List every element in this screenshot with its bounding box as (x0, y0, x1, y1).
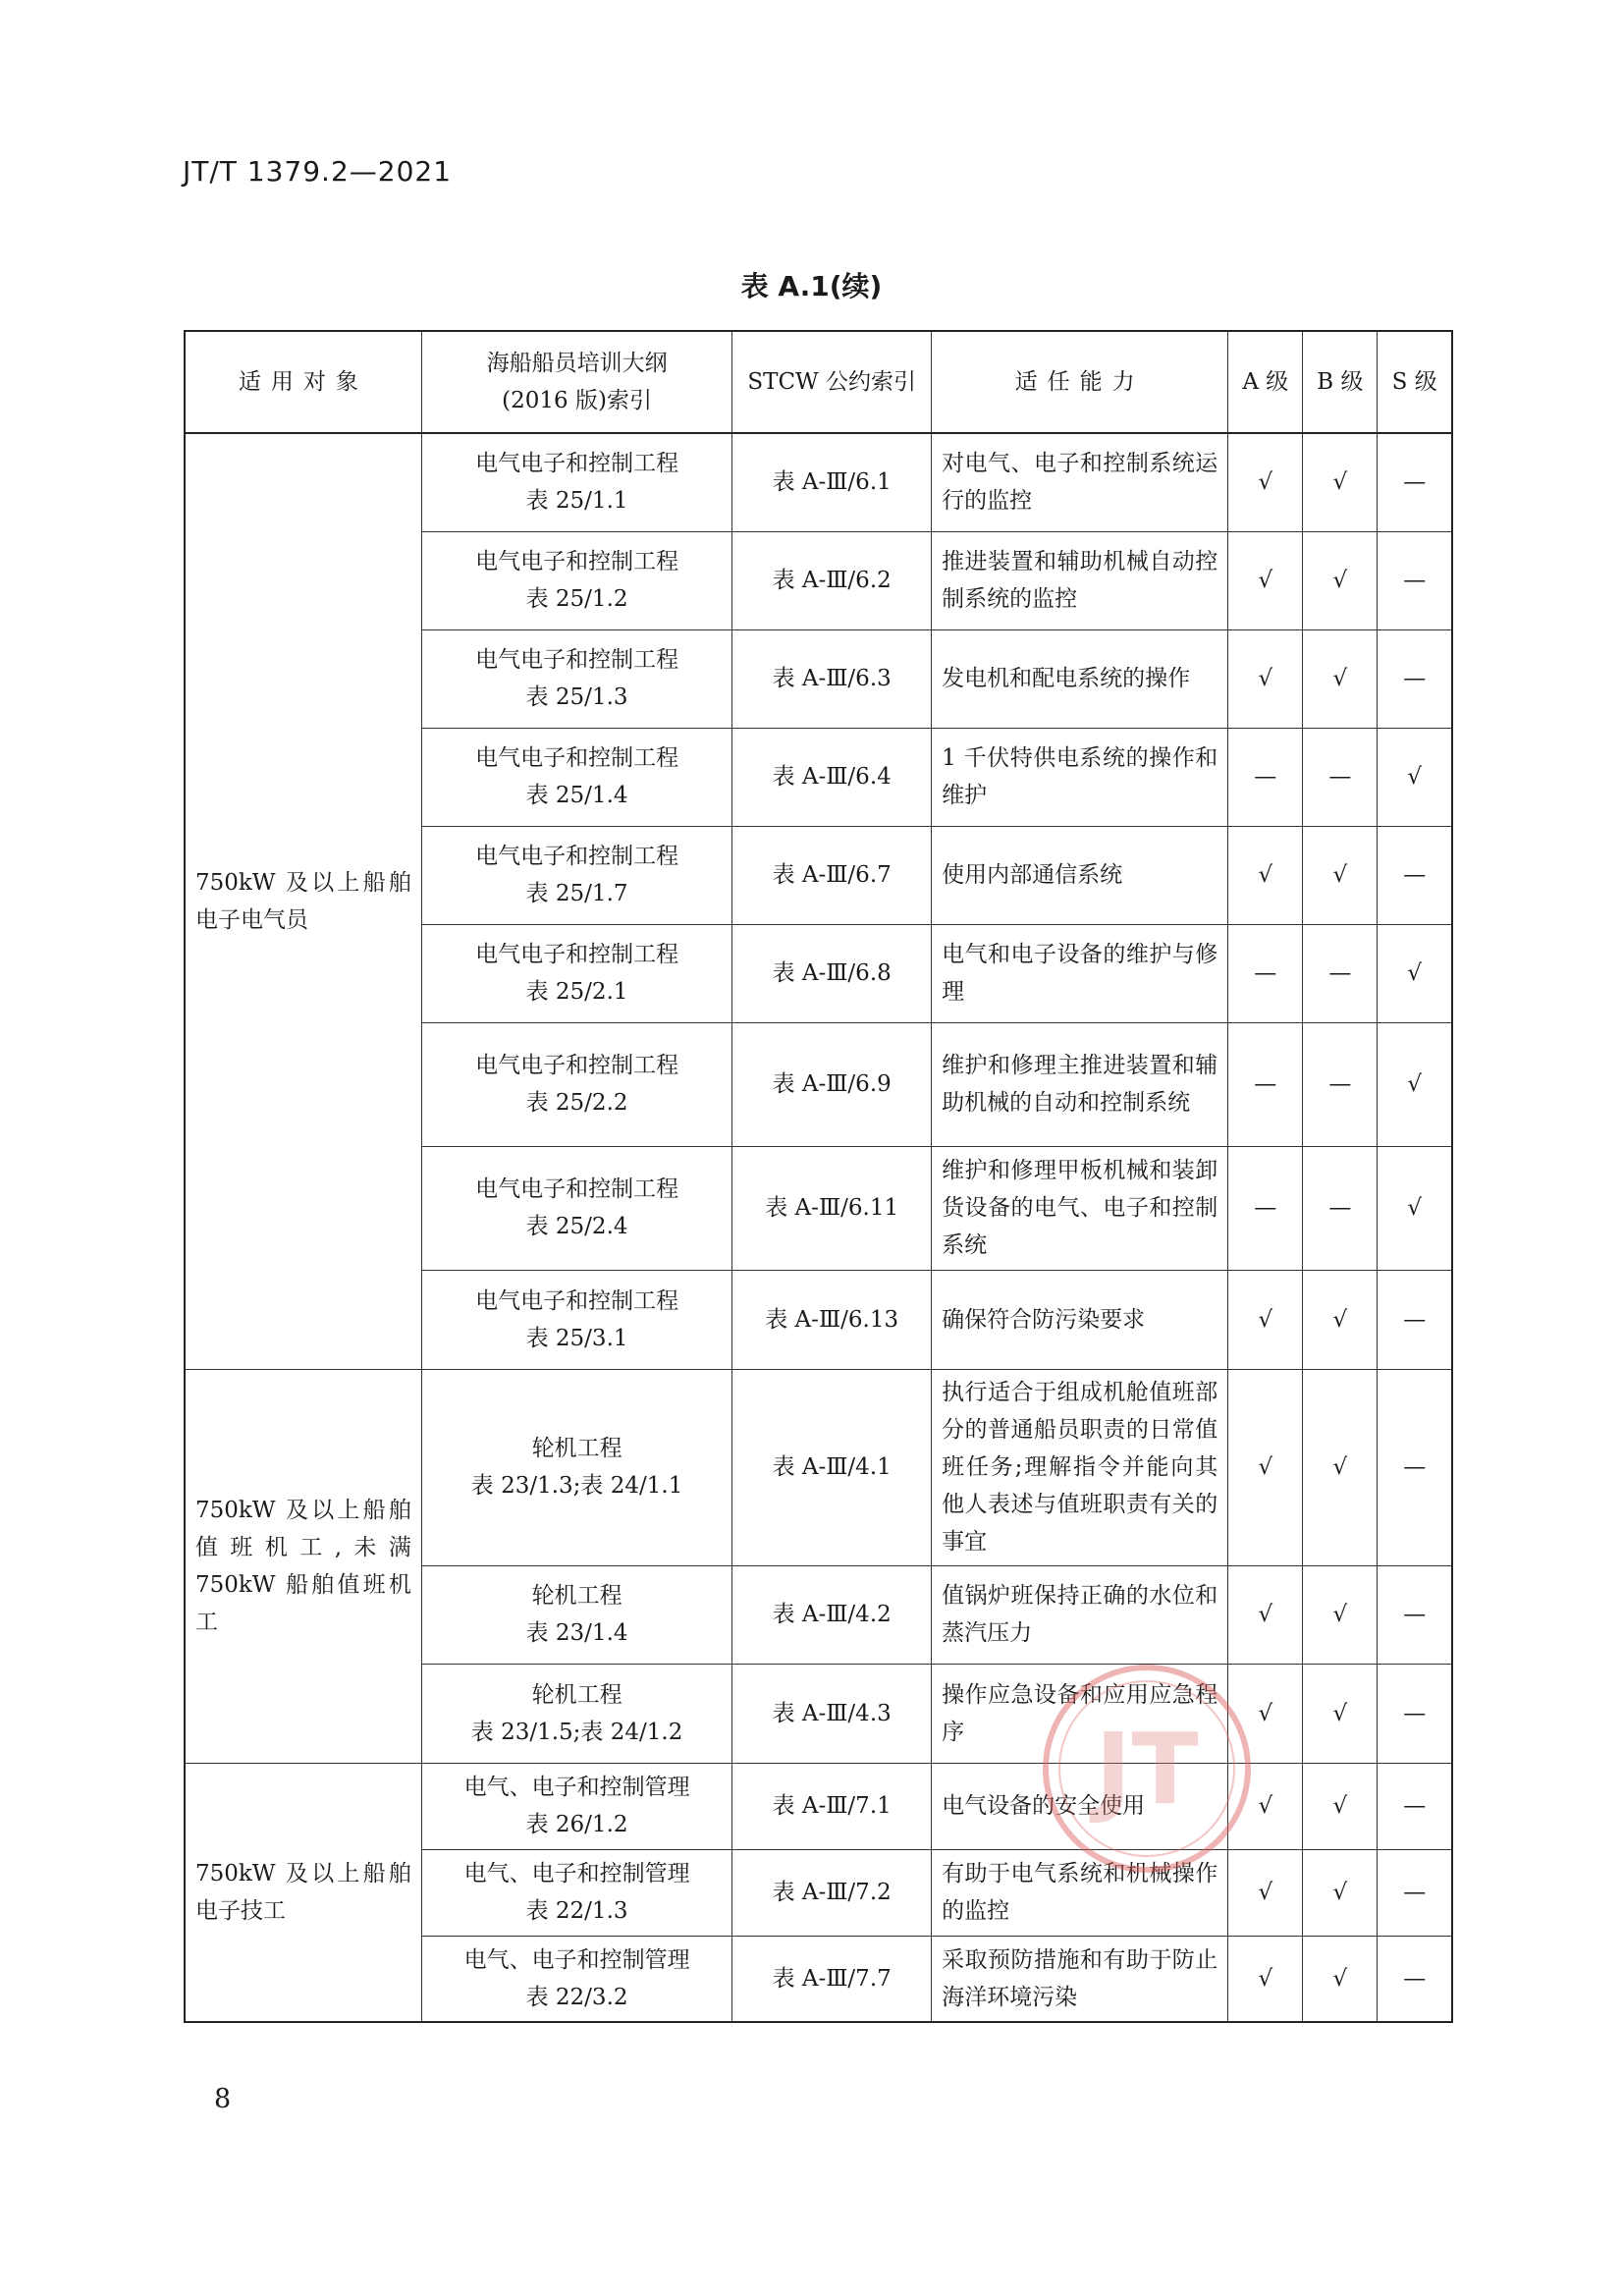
competence-cell: 值锅炉班保持正确的水位和蒸汽压力 (932, 1565, 1228, 1664)
outline-table-ref: 表 22/1.3 (525, 1898, 628, 1924)
outline-table-ref: 表 25/1.1 (525, 488, 628, 515)
competence-cell: 维护和修理主推进装置和辅助机械的自动和控制系统 (932, 1022, 1228, 1146)
jt-seal-stamp: JT (1043, 1665, 1251, 1873)
header-row (185, 331, 1452, 433)
stcw-index-cell: 表 A-Ⅲ/6.3 (732, 629, 932, 728)
document-code: JT/T 1379.2—2021 (183, 155, 453, 188)
header-outline-line2: (2016 版)索引 (502, 388, 652, 413)
level-s-mark: — (1378, 1936, 1452, 2022)
stcw-index-cell: 表 A-Ⅲ/6.8 (732, 924, 932, 1022)
outline-index-cell (421, 629, 731, 728)
table-row (185, 1763, 1452, 1849)
page-number: 8 (214, 2084, 232, 2114)
competence-cell: 采取预防措施和有助于防止海洋环境污染 (932, 1936, 1228, 2022)
header-competence: 适任能力 (932, 331, 1228, 433)
outline-index-cell (421, 826, 731, 924)
outline-subject: 电气电子和控制工程 (475, 745, 679, 771)
outline-table-ref: 表 25/3.1 (525, 1325, 628, 1351)
outline-subject: 电气、电子和控制管理 (463, 1775, 690, 1800)
outline-index-cell (421, 1022, 731, 1146)
competence-cell: 使用内部通信系统 (932, 826, 1228, 924)
level-s-mark: — (1378, 1270, 1452, 1369)
level-b-mark: √ (1303, 1849, 1378, 1936)
level-a-mark: √ (1228, 531, 1303, 629)
level-s-mark: — (1378, 1369, 1452, 1565)
outline-subject: 电气电子和控制工程 (475, 1287, 679, 1314)
outline-table-ref: 表 25/2.1 (525, 979, 628, 1005)
applicable-object-cell: 750kW 及以上船舶电子电气员 (185, 433, 421, 1369)
applicable-object-cell: 750kW 及以上船舶电子技工 (185, 1763, 421, 2022)
level-a-mark: √ (1228, 433, 1303, 531)
level-s-mark: — (1378, 826, 1452, 924)
competence-cell: 维护和修理甲板机械和装卸货设备的电气、电子和控制系统 (932, 1146, 1228, 1270)
outline-index-cell (421, 1849, 731, 1936)
outline-index-cell (421, 1664, 731, 1763)
outline-index-cell (421, 1369, 731, 1565)
outline-table-ref: 表 25/1.4 (525, 783, 628, 808)
level-s-mark: — (1378, 1763, 1452, 1849)
level-a-mark: — (1228, 1146, 1303, 1270)
outline-subject: 电气电子和控制工程 (475, 1176, 679, 1202)
applicable-object-cell: 750kW 及以上船舶值班机工,未满 750kW 船舶值班机工 (185, 1369, 421, 1763)
header-level-a: A 级 (1228, 331, 1303, 433)
level-a-mark: √ (1228, 629, 1303, 728)
outline-table-ref: 表 25/1.3 (525, 684, 628, 710)
level-s-mark: — (1378, 629, 1452, 728)
header-level-b: B 级 (1303, 331, 1378, 433)
competence-cell: 电气设备的安全使用 (932, 1763, 1228, 1849)
level-s-mark: — (1378, 433, 1452, 531)
stcw-index-cell: 表 A-Ⅲ/4.3 (732, 1664, 932, 1763)
level-b-mark: √ (1303, 629, 1378, 728)
competence-cell: 1 千伏特供电系统的操作和维护 (932, 728, 1228, 826)
level-s-mark: — (1378, 531, 1452, 629)
level-s-mark: √ (1378, 924, 1452, 1022)
outline-subject: 电气、电子和控制管理 (463, 1946, 690, 1973)
stcw-index-cell: 表 A-Ⅲ/6.4 (732, 728, 932, 826)
header-outline (421, 331, 731, 433)
level-b-mark: — (1303, 728, 1378, 826)
level-s-mark: √ (1378, 1146, 1452, 1270)
outline-table-ref: 表 25/2.2 (525, 1090, 628, 1116)
outline-table-ref: 表 25/1.7 (525, 881, 628, 906)
competence-cell: 发电机和配电系统的操作 (932, 629, 1228, 728)
outline-subject: 电气电子和控制工程 (475, 549, 679, 574)
level-b-mark: — (1303, 924, 1378, 1022)
level-a-mark: √ (1228, 1849, 1303, 1936)
level-s-mark: √ (1378, 728, 1452, 826)
level-a-mark: √ (1228, 1664, 1303, 1763)
level-a-mark: √ (1228, 826, 1303, 924)
outline-index-cell (421, 1146, 731, 1270)
outline-subject: 轮机工程 (531, 1583, 622, 1609)
outline-table-ref: 表 26/1.2 (525, 1812, 628, 1837)
competence-cell: 有助于电气系统和机械操作的监控 (932, 1849, 1228, 1936)
stcw-index-cell: 表 A-Ⅲ/6.2 (732, 531, 932, 629)
competence-cell: 执行适合于组成机舱值班部分的普通船员职责的日常值班任务;理解指令并能向其他人表述与值班职责有关的事宜 (932, 1369, 1228, 1565)
level-s-mark: — (1378, 1849, 1452, 1936)
level-b-mark: √ (1303, 1270, 1378, 1369)
level-s-mark: — (1378, 1565, 1452, 1664)
level-b-mark: √ (1303, 1763, 1378, 1849)
outline-subject: 电气电子和控制工程 (475, 647, 679, 673)
level-s-mark: √ (1378, 1022, 1452, 1146)
outline-subject: 轮机工程 (531, 1681, 622, 1708)
table-row (185, 1369, 1452, 1565)
level-b-mark: √ (1303, 1664, 1378, 1763)
outline-subject: 电气电子和控制工程 (475, 844, 679, 869)
level-b-mark: √ (1303, 1565, 1378, 1664)
stcw-index-cell: 表 A-Ⅲ/7.7 (732, 1936, 932, 2022)
stcw-index-cell: 表 A-Ⅲ/7.1 (732, 1763, 932, 1849)
competence-cell: 推进装置和辅助机械自动控制系统的监控 (932, 531, 1228, 629)
table-caption: 表 A.1(续) (740, 270, 883, 302)
outline-index-cell (421, 531, 731, 629)
outline-index-cell (421, 1936, 731, 2022)
level-b-mark: √ (1303, 433, 1378, 531)
level-a-mark: — (1228, 728, 1303, 826)
level-a-mark: — (1228, 924, 1303, 1022)
stcw-index-cell: 表 A-Ⅲ/4.1 (732, 1369, 932, 1565)
level-a-mark: √ (1228, 1565, 1303, 1664)
outline-index-cell (421, 1565, 731, 1664)
competence-cell: 电气和电子设备的维护与修理 (932, 924, 1228, 1022)
outline-table-ref: 表 23/1.4 (525, 1620, 628, 1646)
header-outline-line1: 海船船员培训大纲 (486, 351, 668, 376)
level-a-mark: √ (1228, 1270, 1303, 1369)
level-b-mark: √ (1303, 531, 1378, 629)
outline-subject: 轮机工程 (531, 1436, 622, 1461)
stcw-index-cell: 表 A-Ⅲ/6.1 (732, 433, 932, 531)
outline-index-cell (421, 1763, 731, 1849)
outline-subject: 电气、电子和控制管理 (463, 1861, 690, 1886)
outline-subject: 电气电子和控制工程 (475, 942, 679, 967)
outline-table-ref: 表 25/1.2 (525, 586, 628, 612)
stcw-index-cell: 表 A-Ⅲ/6.7 (732, 826, 932, 924)
outline-subject: 电气电子和控制工程 (475, 451, 679, 477)
competence-cell: 操作应急设备和应用应急程序 (932, 1664, 1228, 1763)
outline-table-ref: 表 23/1.3;表 24/1.1 (470, 1473, 683, 1499)
level-a-mark: √ (1228, 1936, 1303, 2022)
header-stcw: STCW 公约索引 (732, 331, 932, 433)
outline-index-cell (421, 924, 731, 1022)
table-row (185, 433, 1452, 531)
level-b-mark: √ (1303, 1369, 1378, 1565)
stcw-index-cell: 表 A-Ⅲ/6.9 (732, 1022, 932, 1146)
stcw-index-cell: 表 A-Ⅲ/7.2 (732, 1849, 932, 1936)
table-body (185, 433, 1452, 2022)
outline-index-cell (421, 728, 731, 826)
outline-table-ref: 表 22/3.2 (525, 1984, 628, 2010)
level-b-mark: — (1303, 1022, 1378, 1146)
outline-table-ref: 表 23/1.5;表 24/1.2 (470, 1719, 683, 1745)
outline-subject: 电气电子和控制工程 (475, 1053, 679, 1078)
outline-table-ref: 表 25/2.4 (525, 1214, 628, 1239)
stcw-index-cell: 表 A-Ⅲ/6.13 (732, 1270, 932, 1369)
stcw-index-cell: 表 A-Ⅲ/4.2 (732, 1565, 932, 1664)
competence-cell: 确保符合防污染要求 (932, 1270, 1228, 1369)
level-a-mark: √ (1228, 1763, 1303, 1849)
outline-index-cell (421, 1270, 731, 1369)
level-b-mark: √ (1303, 826, 1378, 924)
level-a-mark: √ (1228, 1369, 1303, 1565)
level-s-mark: — (1378, 1664, 1452, 1763)
header-level-s: S 级 (1378, 331, 1452, 433)
competence-cell: 对电气、电子和控制系统运行的监控 (932, 433, 1228, 531)
stcw-index-cell: 表 A-Ⅲ/6.11 (732, 1146, 932, 1270)
outline-index-cell (421, 433, 731, 531)
level-a-mark: — (1228, 1022, 1303, 1146)
level-b-mark: — (1303, 1146, 1378, 1270)
header-object: 适用对象 (185, 331, 421, 433)
level-b-mark: √ (1303, 1936, 1378, 2022)
competence-table (184, 330, 1453, 2023)
